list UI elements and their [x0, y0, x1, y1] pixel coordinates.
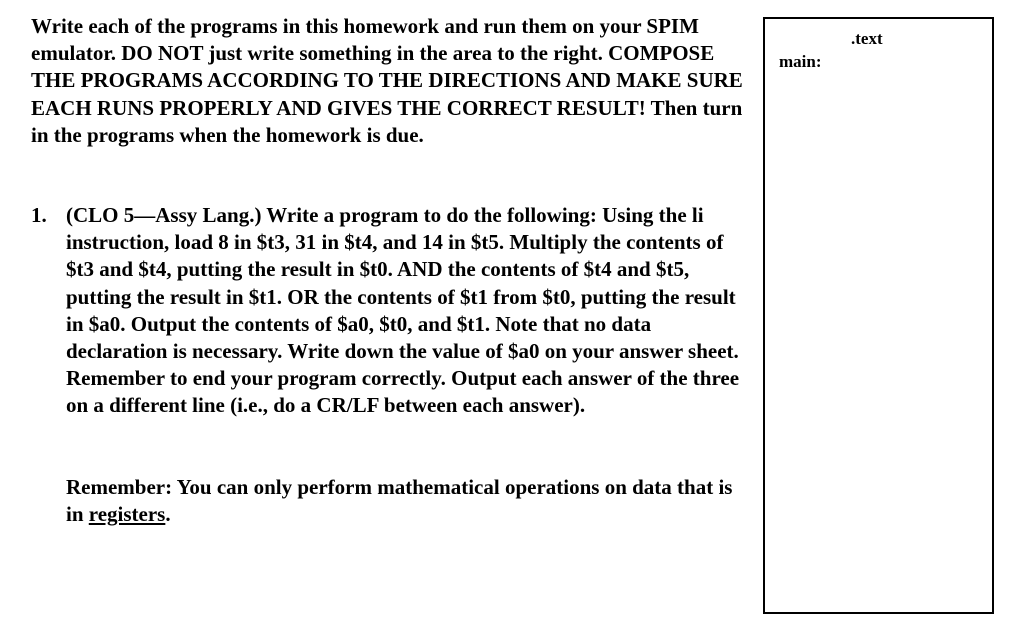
reminder-note [66, 474, 746, 528]
intro-paragraph: Write each of the programs in this homework and run them on your SPIM emulator. DO NOT just write something in the area to the right. COMPOSE THE PROGRAMS ACCORDING TO THE DIRECTIONS AND MAKE SURE EACH RUNS PROPERLY AND GIVES THE CORRECT RESULT! Then turn in the programs when the homework is due. [31, 14, 743, 147]
text-directive: .text [851, 29, 883, 48]
problem-number: 1. [31, 203, 47, 227]
problem-text: (CLO 5—Assy Lang.) Write a program to do the following: Using the li instruction, load 8 in $t3, 31 in $t4, and 14 in $t5. Multiply the contents of $t3 and $t4, putting the result in $t0. AND the contents of $t4 and $t5, putting the result in $t1. OR the contents of $t1 from $t0, putting the result in $a0. Output the contents of $a0, $t0, and $t1. Note that no data declaration is necessary. Write down the value of $a0 on your answer sheet. Remember to end your program correctly. Output each answer of the three on a different line (i.e., do a CR/LF between each answer). [66, 203, 740, 418]
problem-1 [31, 202, 746, 420]
main-label: main: [779, 52, 822, 71]
reminder-text: Remember: You can only perform mathematical operations on data that is in [66, 475, 733, 527]
answer-area-box[interactable] [763, 17, 994, 614]
reminder-end: . [165, 502, 171, 527]
reminder-underlined-word: registers [88, 502, 166, 527]
